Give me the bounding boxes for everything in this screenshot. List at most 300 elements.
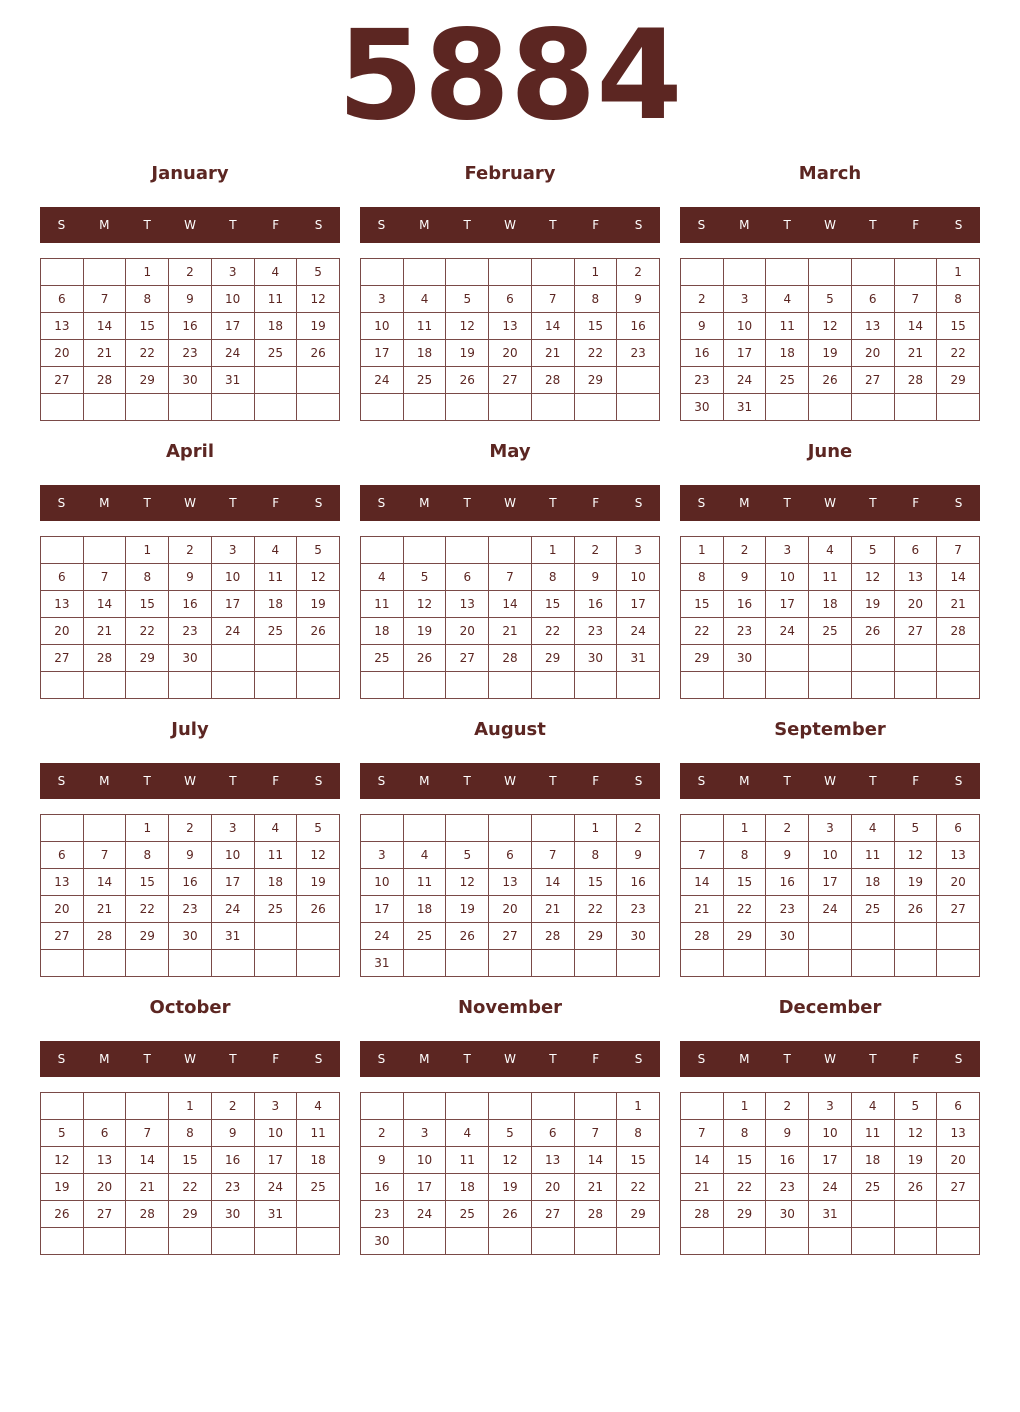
day-cell — [297, 672, 340, 699]
weekday-label: T — [463, 496, 471, 510]
day-cell — [574, 950, 617, 977]
day-cell: 24 — [361, 923, 404, 950]
day-cell: 16 — [681, 340, 724, 367]
day-cell: 12 — [446, 869, 489, 896]
day-cell — [531, 815, 574, 842]
week-row — [681, 923, 980, 950]
day-cell: 13 — [489, 313, 532, 340]
weekday-label: F — [912, 496, 920, 510]
day-cell: 28 — [83, 367, 126, 394]
day-cell: 23 — [169, 618, 212, 645]
week-row — [361, 923, 660, 950]
day-cell — [574, 672, 617, 699]
day-cell — [297, 367, 340, 394]
day-cell: 9 — [361, 1147, 404, 1174]
day-cell — [617, 1228, 660, 1255]
day-cell — [361, 537, 404, 564]
day-cell: 5 — [41, 1120, 84, 1147]
day-cell: 6 — [489, 286, 532, 313]
day-cell: 1 — [617, 1093, 660, 1120]
day-cell: 7 — [83, 286, 126, 313]
day-cell: 31 — [361, 950, 404, 977]
month-name: September — [774, 719, 886, 740]
day-cell: 23 — [211, 1174, 254, 1201]
week-row — [681, 286, 980, 313]
day-cell — [766, 1228, 809, 1255]
month-january — [40, 160, 340, 438]
day-cell: 21 — [937, 591, 980, 618]
day-cell — [254, 672, 297, 699]
day-cell: 16 — [169, 591, 212, 618]
day-cell: 4 — [766, 286, 809, 313]
day-cell: 2 — [723, 537, 766, 564]
day-cell — [574, 1228, 617, 1255]
day-cell: 12 — [41, 1147, 84, 1174]
day-cell — [446, 1093, 489, 1120]
day-cell — [937, 394, 980, 421]
day-cell: 29 — [574, 923, 617, 950]
weekday-label: S — [377, 774, 386, 788]
month-name: February — [464, 163, 556, 184]
weekday-label: T — [229, 218, 237, 232]
day-cell: 28 — [894, 367, 937, 394]
day-cell: 22 — [126, 618, 169, 645]
weekday-label: T — [229, 496, 237, 510]
day-cell: 7 — [681, 842, 724, 869]
day-cell: 3 — [766, 537, 809, 564]
day-cell — [489, 1228, 532, 1255]
day-cell: 24 — [809, 896, 852, 923]
day-cell: 29 — [126, 923, 169, 950]
day-cell: 14 — [83, 591, 126, 618]
day-cell: 1 — [126, 537, 169, 564]
day-cell: 27 — [531, 1201, 574, 1228]
day-cell — [403, 259, 446, 286]
day-cell: 28 — [681, 923, 724, 950]
day-cell: 28 — [489, 645, 532, 672]
day-cell: 24 — [361, 367, 404, 394]
day-cell: 1 — [531, 537, 574, 564]
weekday-label: M — [739, 1052, 750, 1066]
day-cell: 11 — [254, 564, 297, 591]
weekday-label: T — [549, 496, 557, 510]
day-cell: 9 — [169, 286, 212, 313]
day-cell — [723, 259, 766, 286]
week-row — [361, 815, 660, 842]
day-cell: 2 — [361, 1120, 404, 1147]
day-cell — [297, 1201, 340, 1228]
day-cell: 26 — [297, 896, 340, 923]
day-cell — [403, 672, 446, 699]
day-cell — [531, 672, 574, 699]
month-august — [360, 716, 660, 994]
day-cell: 6 — [41, 564, 84, 591]
day-cell: 29 — [531, 645, 574, 672]
day-cell: 23 — [617, 896, 660, 923]
day-cell — [254, 950, 297, 977]
weekday-label: F — [912, 1052, 920, 1066]
day-cell: 17 — [211, 313, 254, 340]
day-cell — [531, 1228, 574, 1255]
day-cell: 29 — [723, 1201, 766, 1228]
day-cell: 29 — [681, 645, 724, 672]
day-cell: 20 — [489, 896, 532, 923]
week-row — [361, 1174, 660, 1201]
day-cell: 12 — [446, 313, 489, 340]
day-cell — [403, 815, 446, 842]
day-cell: 22 — [681, 618, 724, 645]
day-cell: 9 — [574, 564, 617, 591]
day-cell: 8 — [574, 286, 617, 313]
weekday-header — [680, 1041, 980, 1077]
day-cell: 31 — [254, 1201, 297, 1228]
day-cell: 31 — [617, 645, 660, 672]
weekday-label: T — [143, 218, 151, 232]
weekday-label: T — [549, 1052, 557, 1066]
day-cell — [254, 394, 297, 421]
day-cell: 8 — [723, 842, 766, 869]
day-cell: 19 — [403, 618, 446, 645]
day-cell: 15 — [531, 591, 574, 618]
day-cell: 13 — [937, 1120, 980, 1147]
days-table — [40, 258, 340, 421]
day-cell — [361, 259, 404, 286]
day-cell: 9 — [766, 1120, 809, 1147]
weekday-label: T — [143, 1052, 151, 1066]
day-cell: 1 — [169, 1093, 212, 1120]
day-cell: 2 — [211, 1093, 254, 1120]
day-cell: 5 — [446, 842, 489, 869]
day-cell: 15 — [723, 1147, 766, 1174]
day-cell: 25 — [809, 618, 852, 645]
day-cell — [809, 950, 852, 977]
day-cell: 29 — [574, 367, 617, 394]
day-cell — [574, 1093, 617, 1120]
day-cell: 27 — [41, 367, 84, 394]
weekday-label: S — [314, 496, 323, 510]
day-cell — [254, 1228, 297, 1255]
day-cell — [403, 537, 446, 564]
day-cell: 25 — [254, 340, 297, 367]
day-cell: 7 — [126, 1120, 169, 1147]
day-cell: 21 — [489, 618, 532, 645]
day-cell: 4 — [851, 815, 894, 842]
day-cell: 2 — [617, 259, 660, 286]
day-cell: 7 — [531, 286, 574, 313]
day-cell: 10 — [361, 313, 404, 340]
day-cell: 29 — [617, 1201, 660, 1228]
day-cell — [254, 367, 297, 394]
day-cell: 6 — [894, 537, 937, 564]
day-cell: 23 — [617, 340, 660, 367]
day-cell — [41, 259, 84, 286]
day-cell: 3 — [809, 815, 852, 842]
day-cell: 2 — [681, 286, 724, 313]
weekday-label: W — [824, 774, 836, 788]
day-cell: 15 — [126, 869, 169, 896]
month-november — [360, 994, 660, 1272]
weekday-label: S — [634, 218, 643, 232]
day-cell — [489, 815, 532, 842]
day-cell: 5 — [894, 815, 937, 842]
day-cell: 12 — [297, 286, 340, 313]
week-row — [681, 618, 980, 645]
day-cell: 5 — [297, 815, 340, 842]
day-cell: 25 — [851, 896, 894, 923]
day-cell: 7 — [894, 286, 937, 313]
month-name: December — [778, 997, 882, 1018]
day-cell: 5 — [489, 1120, 532, 1147]
day-cell — [851, 672, 894, 699]
day-cell: 24 — [211, 618, 254, 645]
day-cell: 18 — [809, 591, 852, 618]
day-cell — [297, 923, 340, 950]
month-december — [680, 994, 980, 1272]
day-cell: 17 — [254, 1147, 297, 1174]
week-row — [361, 672, 660, 699]
day-cell: 27 — [489, 923, 532, 950]
day-cell: 13 — [41, 869, 84, 896]
day-cell: 25 — [766, 367, 809, 394]
day-cell: 8 — [169, 1120, 212, 1147]
week-row — [41, 1174, 340, 1201]
weekday-label: F — [592, 774, 600, 788]
day-cell — [937, 645, 980, 672]
day-cell: 14 — [531, 869, 574, 896]
day-cell: 22 — [723, 1174, 766, 1201]
day-cell: 26 — [403, 645, 446, 672]
day-cell: 13 — [489, 869, 532, 896]
week-row — [41, 950, 340, 977]
day-cell: 11 — [403, 313, 446, 340]
day-cell: 10 — [211, 564, 254, 591]
day-cell: 24 — [723, 367, 766, 394]
day-cell: 5 — [894, 1093, 937, 1120]
day-cell: 14 — [894, 313, 937, 340]
weekday-label: S — [634, 496, 643, 510]
day-cell: 9 — [681, 313, 724, 340]
days-table — [360, 1092, 660, 1255]
day-cell: 12 — [851, 564, 894, 591]
weekday-label: W — [184, 496, 196, 510]
day-cell — [83, 1093, 126, 1120]
day-cell: 14 — [574, 1147, 617, 1174]
month-april — [40, 438, 340, 716]
week-row — [681, 1201, 980, 1228]
day-cell: 20 — [41, 340, 84, 367]
day-cell: 14 — [83, 869, 126, 896]
month-june — [680, 438, 980, 716]
day-cell: 8 — [681, 564, 724, 591]
day-cell — [169, 1228, 212, 1255]
day-cell — [126, 1093, 169, 1120]
day-cell — [83, 394, 126, 421]
day-cell: 30 — [766, 1201, 809, 1228]
day-cell: 25 — [254, 896, 297, 923]
week-row — [361, 1147, 660, 1174]
day-cell: 14 — [83, 313, 126, 340]
day-cell: 12 — [809, 313, 852, 340]
weekday-label: M — [99, 1052, 110, 1066]
weekday-label: W — [184, 774, 196, 788]
day-cell: 11 — [766, 313, 809, 340]
day-cell: 29 — [937, 367, 980, 394]
weekday-label: S — [954, 774, 963, 788]
day-cell — [531, 259, 574, 286]
days-table — [680, 536, 980, 699]
weekday-header — [680, 763, 980, 799]
week-row — [681, 537, 980, 564]
weekday-label: S — [697, 496, 706, 510]
day-cell: 20 — [83, 1174, 126, 1201]
weekday-label: S — [697, 774, 706, 788]
day-cell: 30 — [361, 1228, 404, 1255]
day-cell — [254, 923, 297, 950]
weekday-label: S — [57, 1052, 66, 1066]
week-row — [361, 313, 660, 340]
day-cell: 16 — [361, 1174, 404, 1201]
month-name: August — [474, 719, 546, 740]
day-cell: 9 — [617, 286, 660, 313]
day-cell: 31 — [211, 923, 254, 950]
day-cell: 7 — [574, 1120, 617, 1147]
weekday-label: W — [184, 218, 196, 232]
day-cell — [446, 672, 489, 699]
weekday-label: F — [592, 218, 600, 232]
week-row — [41, 313, 340, 340]
day-cell: 13 — [894, 564, 937, 591]
weekday-label: T — [463, 1052, 471, 1066]
days-table — [680, 814, 980, 977]
day-cell — [489, 1093, 532, 1120]
day-cell: 19 — [446, 896, 489, 923]
day-cell: 20 — [894, 591, 937, 618]
day-cell: 6 — [937, 815, 980, 842]
day-cell: 13 — [851, 313, 894, 340]
week-row — [41, 340, 340, 367]
day-cell: 12 — [894, 842, 937, 869]
day-cell — [297, 645, 340, 672]
day-cell: 22 — [169, 1174, 212, 1201]
weekday-label: W — [824, 496, 836, 510]
day-cell: 31 — [809, 1201, 852, 1228]
day-cell: 28 — [531, 923, 574, 950]
weekday-label: W — [824, 1052, 836, 1066]
weekday-label: S — [697, 1052, 706, 1066]
day-cell: 13 — [531, 1147, 574, 1174]
day-cell — [41, 815, 84, 842]
day-cell: 21 — [83, 896, 126, 923]
week-row — [681, 1147, 980, 1174]
day-cell — [617, 367, 660, 394]
day-cell: 7 — [489, 564, 532, 591]
week-row — [41, 1201, 340, 1228]
day-cell: 9 — [169, 842, 212, 869]
day-cell: 2 — [574, 537, 617, 564]
weekday-label: T — [783, 1052, 791, 1066]
week-row — [361, 286, 660, 313]
weekday-label: S — [57, 218, 66, 232]
day-cell: 18 — [254, 869, 297, 896]
day-cell: 10 — [809, 842, 852, 869]
day-cell: 5 — [446, 286, 489, 313]
day-cell: 28 — [126, 1201, 169, 1228]
weekday-label: W — [504, 774, 516, 788]
day-cell — [83, 672, 126, 699]
day-cell — [41, 1093, 84, 1120]
day-cell: 22 — [937, 340, 980, 367]
day-cell — [41, 950, 84, 977]
day-cell: 6 — [531, 1120, 574, 1147]
day-cell: 27 — [446, 645, 489, 672]
day-cell: 26 — [446, 367, 489, 394]
week-row — [681, 896, 980, 923]
day-cell: 20 — [446, 618, 489, 645]
day-cell — [681, 672, 724, 699]
day-cell — [297, 1228, 340, 1255]
day-cell: 17 — [361, 896, 404, 923]
day-cell: 10 — [254, 1120, 297, 1147]
week-row — [41, 1228, 340, 1255]
week-row — [361, 1228, 660, 1255]
day-cell: 25 — [403, 367, 446, 394]
week-row — [41, 896, 340, 923]
week-row — [361, 645, 660, 672]
day-cell: 19 — [41, 1174, 84, 1201]
weekday-label: F — [272, 218, 280, 232]
day-cell: 8 — [937, 286, 980, 313]
weekday-label: T — [229, 1052, 237, 1066]
day-cell: 25 — [851, 1174, 894, 1201]
day-cell — [297, 394, 340, 421]
day-cell: 24 — [254, 1174, 297, 1201]
day-cell: 24 — [809, 1174, 852, 1201]
day-cell: 17 — [211, 591, 254, 618]
day-cell — [681, 950, 724, 977]
weekday-header — [680, 207, 980, 243]
day-cell: 16 — [617, 313, 660, 340]
day-cell: 3 — [254, 1093, 297, 1120]
day-cell: 27 — [83, 1201, 126, 1228]
day-cell — [894, 923, 937, 950]
day-cell: 15 — [681, 591, 724, 618]
day-cell: 1 — [937, 259, 980, 286]
day-cell — [446, 950, 489, 977]
month-name: January — [151, 163, 229, 184]
weekday-label: T — [869, 496, 877, 510]
day-cell: 27 — [894, 618, 937, 645]
day-cell: 28 — [83, 923, 126, 950]
day-cell: 8 — [531, 564, 574, 591]
day-cell — [809, 672, 852, 699]
weekday-label: M — [739, 496, 750, 510]
weekday-label: S — [57, 496, 66, 510]
day-cell: 5 — [851, 537, 894, 564]
day-cell: 28 — [681, 1201, 724, 1228]
day-cell — [446, 1228, 489, 1255]
day-cell — [83, 815, 126, 842]
month-march — [680, 160, 980, 438]
day-cell: 28 — [83, 645, 126, 672]
day-cell — [937, 672, 980, 699]
day-cell — [531, 394, 574, 421]
day-cell: 1 — [723, 1093, 766, 1120]
day-cell: 21 — [894, 340, 937, 367]
week-row — [361, 1093, 660, 1120]
day-cell: 3 — [211, 259, 254, 286]
days-table — [40, 814, 340, 977]
week-row — [41, 672, 340, 699]
